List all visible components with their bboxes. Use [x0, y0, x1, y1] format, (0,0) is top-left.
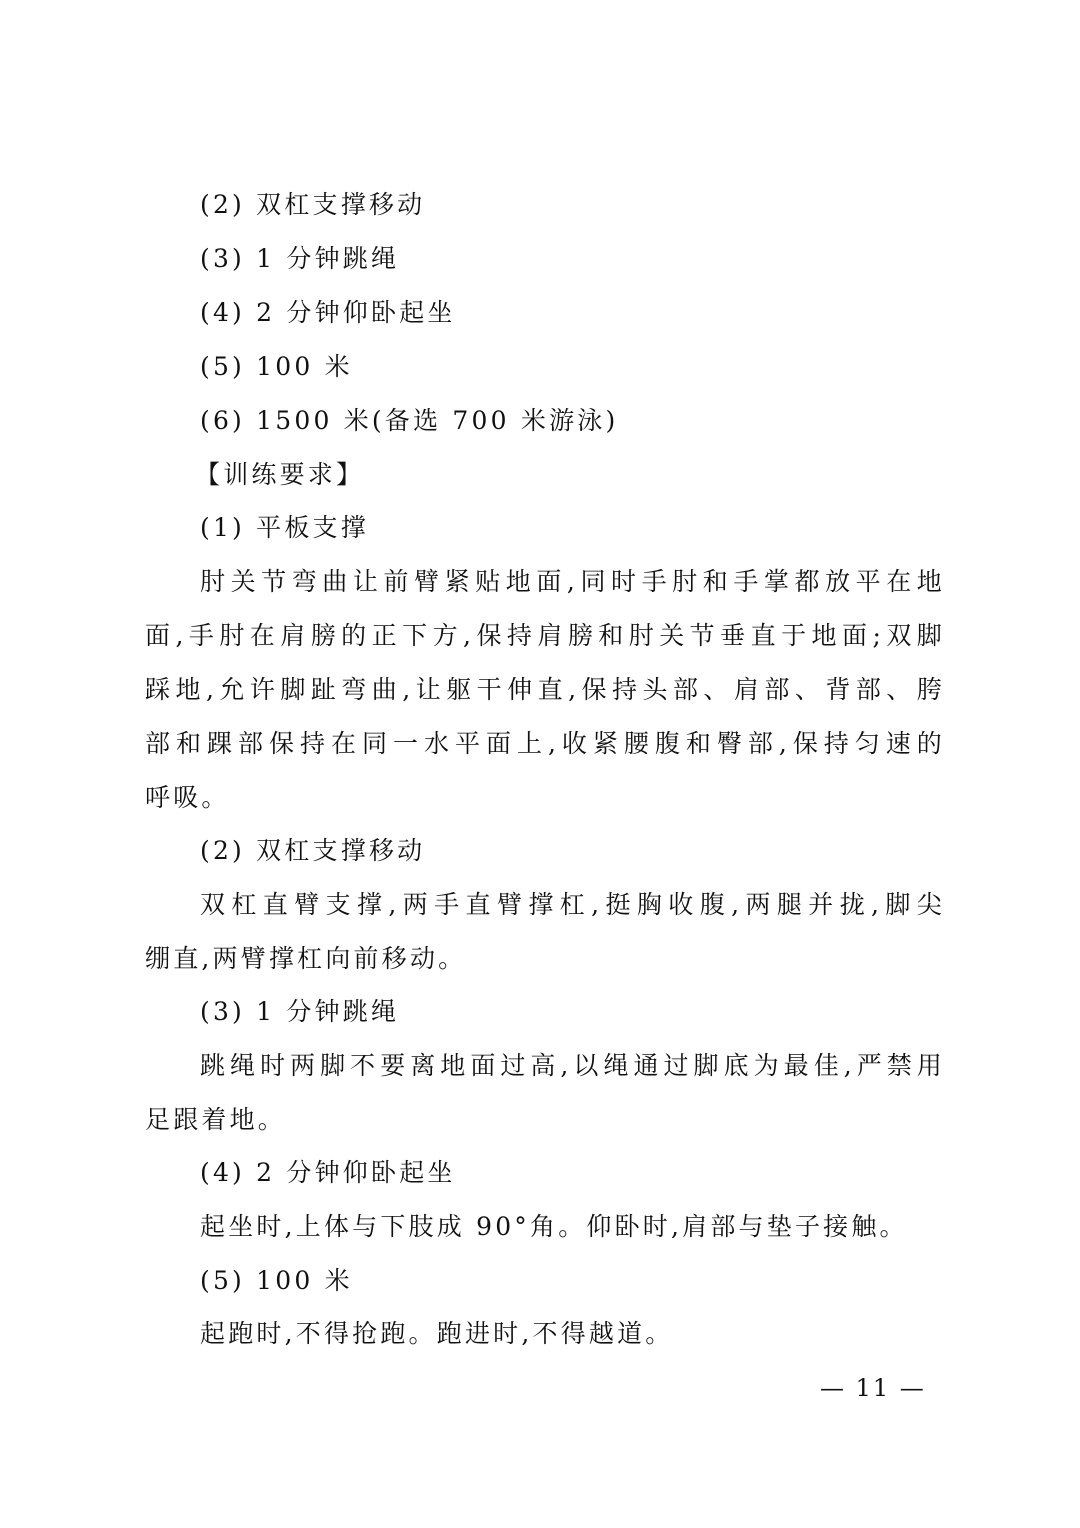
paragraph-line: 部和踝部保持在同一水平面上,收紧腰腹和臀部,保持匀速的 [145, 729, 945, 758]
section-4-title: (4) 2 分钟仰卧起坐 [200, 1158, 456, 1187]
paragraph-line: 踩地,允许脚趾弯曲,让躯干伸直,保持头部、肩部、背部、胯 [145, 675, 945, 704]
list-item-3: (3) 1 分钟跳绳 [200, 244, 400, 273]
paragraph-line: 呼吸。 [145, 783, 230, 812]
list-item-4: (4) 2 分钟仰卧起坐 [200, 298, 456, 327]
section-5-title: (5) 100 米 [200, 1266, 353, 1295]
section-4-text: 起坐时,上体与下肢成 90°角。仰卧时,肩部与垫子接触。 [200, 1212, 908, 1241]
section-1-title: (1) 平板支撑 [200, 513, 369, 542]
section-5-text: 起跑时,不得抢跑。跑进时,不得越道。 [200, 1319, 674, 1348]
training-heading: 【训练要求】 [195, 460, 365, 489]
paragraph-line: 足跟着地。 [145, 1105, 287, 1134]
paragraph-line: 双杠直臂支撑,两手直臂撑杠,挺胸收腹,两腿并拢,脚尖 [200, 890, 945, 919]
section-2-paragraph [145, 889, 945, 997]
section-3-paragraph [145, 1050, 945, 1158]
page-number: — 11 — [820, 1374, 926, 1402]
list-item-5: (5) 100 米 [200, 352, 353, 381]
paragraph-line: 面,手肘在肩膀的正下方,保持肩膀和肘关节垂直于地面;双脚 [145, 621, 945, 650]
section-2-title: (2) 双杠支撑移动 [200, 836, 426, 865]
paragraph-line: 绷直,两臂撑杠向前移动。 [145, 944, 467, 973]
list-item-2: (2) 双杠支撑移动 [200, 190, 426, 219]
section-3-title: (3) 1 分钟跳绳 [200, 997, 400, 1026]
list-item-6: (6) 1500 米(备选 700 米游泳) [200, 406, 619, 435]
paragraph-line: 肘关节弯曲让前臂紧贴地面,同时手肘和手掌都放平在地 [200, 567, 945, 596]
section-1-paragraph [145, 566, 945, 836]
paragraph-line: 跳绳时两脚不要离地面过高,以绳通过脚底为最佳,严禁用 [200, 1051, 945, 1080]
